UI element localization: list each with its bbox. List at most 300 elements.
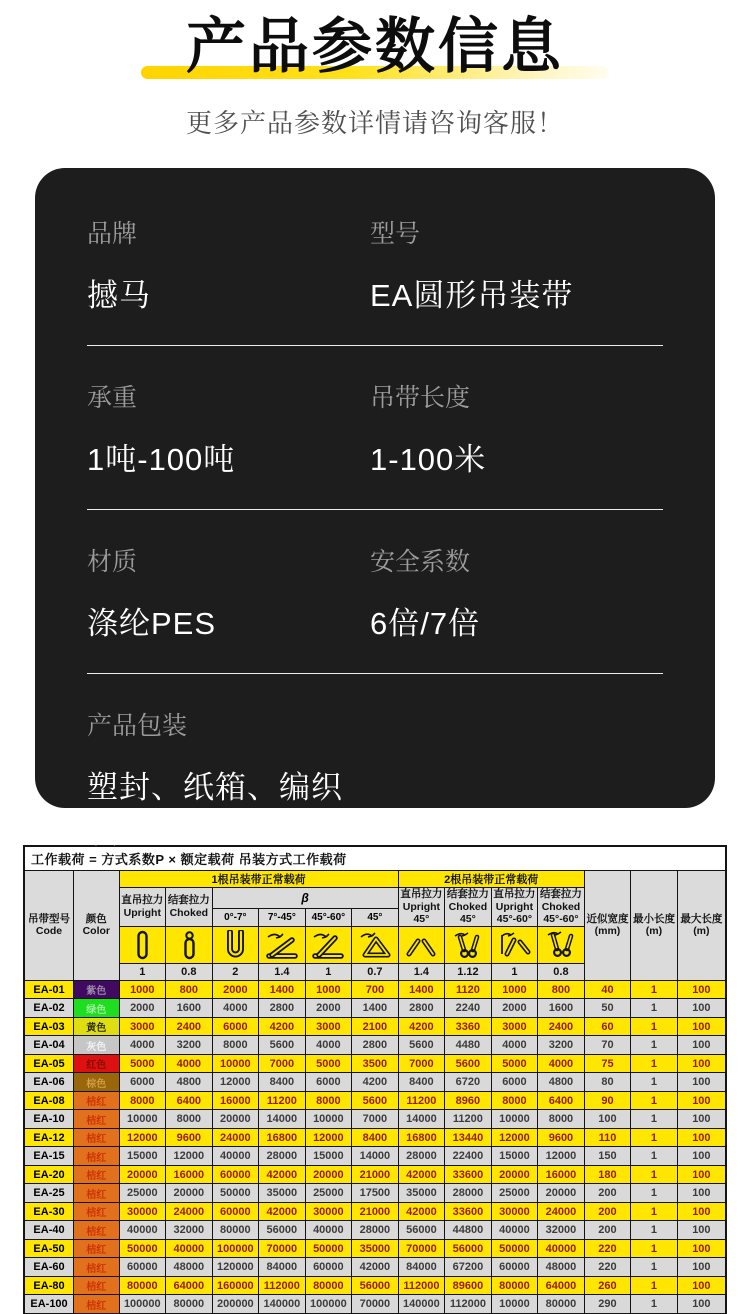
field-packaging: [87, 706, 370, 852]
load-value-cell: 6000: [491, 1073, 538, 1092]
load-value-cell: 8000: [119, 1091, 166, 1110]
two-leg-choked-45-icon: [445, 926, 492, 963]
load-value-cell: 8400: [398, 1073, 445, 1092]
width-value-cell: 200: [584, 1221, 631, 1240]
hdr-line: 直吊拉力: [400, 888, 443, 900]
factor-value: 0.8: [538, 963, 585, 980]
load-value-cell: 4000: [538, 1054, 585, 1073]
load-value-cell: 14000: [398, 1110, 445, 1129]
color-swatch: 紫色: [74, 980, 120, 999]
max-length-cell: 100: [677, 1202, 726, 1221]
code-cell: EA-08: [24, 1091, 74, 1110]
load-value-cell: 10000: [491, 1110, 538, 1129]
load-value-cell: 10000: [212, 1054, 259, 1073]
load-value-cell: 60000: [119, 1258, 166, 1277]
color-swatch: 桔红: [74, 1239, 120, 1258]
header-choked-45-60: [538, 888, 585, 927]
load-value-cell: 200000: [212, 1295, 259, 1314]
load-value-cell: 20000: [212, 1110, 259, 1129]
load-value-cell: 6400: [538, 1091, 585, 1110]
load-value-cell: 64000: [166, 1276, 213, 1295]
load-value-cell: 40000: [119, 1221, 166, 1240]
load-value-cell: 35000: [259, 1184, 306, 1203]
load-value-cell: 25000: [119, 1184, 166, 1203]
table-row: [24, 1110, 726, 1129]
load-value-cell: 30000: [305, 1202, 352, 1221]
field-model: [370, 214, 663, 315]
header-color: 颜色 Color: [74, 871, 120, 981]
max-length-cell: 100: [677, 1221, 726, 1240]
min-length-cell: 1: [631, 1165, 678, 1184]
load-value-cell: 56000: [398, 1221, 445, 1240]
load-value-cell: 8000: [166, 1110, 213, 1129]
load-value-cell: 4000: [119, 1036, 166, 1055]
header-min-length: [631, 871, 678, 981]
load-value-cell: 4200: [398, 1017, 445, 1036]
hero-section: [0, 0, 750, 140]
load-value-cell: 1400: [259, 980, 306, 999]
load-value-cell: 140000: [259, 1295, 306, 1314]
header-beta: β: [212, 888, 398, 909]
load-value-cell: 4000: [491, 1036, 538, 1055]
min-length-cell: 1: [631, 1258, 678, 1277]
width-value-cell: 200: [584, 1202, 631, 1221]
load-value-cell: 1400: [398, 980, 445, 999]
table-row: [24, 1184, 726, 1203]
max-length-cell: 100: [677, 1073, 726, 1092]
hdr-line: 45°-60°: [496, 913, 533, 926]
load-value-cell: 9600: [538, 1128, 585, 1147]
load-value-cell: 800: [538, 980, 585, 999]
load-value-cell: 15000: [305, 1147, 352, 1166]
field-material: [87, 542, 370, 643]
table-row: [24, 1073, 726, 1092]
code-cell: EA-15: [24, 1147, 74, 1166]
load-value-cell: 6720: [445, 1073, 492, 1092]
load-value-cell: 8000: [491, 1091, 538, 1110]
color-swatch: 棕色: [74, 1073, 120, 1092]
max-length-cell: 100: [677, 1295, 726, 1314]
load-value-cell: 80000: [538, 1295, 585, 1314]
load-value-cell: 112000: [445, 1295, 492, 1314]
load-value-cell: 25000: [491, 1184, 538, 1203]
load-value-cell: 50000: [305, 1239, 352, 1258]
table-row: [24, 1258, 726, 1277]
max-length-cell: 100: [677, 1017, 726, 1036]
load-value-cell: 80000: [305, 1276, 352, 1295]
load-value-cell: 1120: [445, 980, 492, 999]
load-value-cell: 40000: [166, 1239, 213, 1258]
color-swatch: 黄色: [74, 1017, 120, 1036]
load-value-cell: 40000: [305, 1221, 352, 1240]
load-value-cell: 2800: [398, 999, 445, 1018]
header-upright: [119, 888, 166, 927]
load-value-cell: 12000: [538, 1147, 585, 1166]
header-angle-0-7: 0°-7°: [212, 909, 259, 926]
code-cell: EA-03: [24, 1017, 74, 1036]
color-swatch: 桔红: [74, 1165, 120, 1184]
load-value-cell: 28000: [259, 1147, 306, 1166]
header-code-en: Code: [35, 925, 63, 938]
field-label: 产品包装: [87, 712, 188, 740]
two-leg-upright-45-60-icon: [491, 926, 538, 963]
header-code-zh: 吊带型号: [28, 912, 71, 925]
color-swatch: 桔红: [74, 1221, 120, 1240]
load-value-cell: 2400: [166, 1017, 213, 1036]
code-cell: EA-20: [24, 1165, 74, 1184]
width-value-cell: 290: [584, 1295, 631, 1314]
width-value-cell: 180: [584, 1165, 631, 1184]
load-value-cell: 16000: [212, 1091, 259, 1110]
table-row: [24, 1221, 726, 1240]
load-value-cell: 20000: [119, 1165, 166, 1184]
load-value-cell: 112000: [259, 1276, 306, 1295]
color-swatch: 桔红: [74, 1128, 120, 1147]
sling-choked-icon: [166, 926, 213, 963]
load-value-cell: 2000: [212, 980, 259, 999]
load-value-cell: 42000: [259, 1165, 306, 1184]
load-value-cell: 50000: [491, 1239, 538, 1258]
color-swatch: 桔红: [74, 1091, 120, 1110]
load-value-cell: 4200: [259, 1017, 306, 1036]
max-length-cell: 100: [677, 1036, 726, 1055]
load-value-cell: 2400: [538, 1017, 585, 1036]
load-value-cell: 12000: [119, 1128, 166, 1147]
load-value-cell: 21000: [352, 1165, 399, 1184]
load-value-cell: 5600: [398, 1036, 445, 1055]
color-swatch: 桔红: [74, 1295, 120, 1314]
load-value-cell: 5600: [445, 1054, 492, 1073]
load-value-cell: 800: [166, 980, 213, 999]
code-cell: EA-05: [24, 1054, 74, 1073]
factor-value: 0.8: [166, 963, 213, 980]
load-value-cell: 3000: [305, 1017, 352, 1036]
header-approx-width: [584, 871, 631, 981]
header-upright-zh: 直吊拉力: [121, 894, 164, 907]
max-length-cell: 100: [677, 1128, 726, 1147]
min-length-cell: 1: [631, 1184, 678, 1203]
load-value-cell: 4800: [538, 1073, 585, 1092]
header-group-single-leg: 1根吊装带正常载荷: [119, 871, 398, 888]
load-value-cell: 5600: [259, 1036, 306, 1055]
load-value-cell: 11200: [398, 1091, 445, 1110]
min-length-cell: 1: [631, 980, 678, 999]
width-value-cell: 90: [584, 1091, 631, 1110]
table-row: [24, 1128, 726, 1147]
load-value-cell: 4800: [166, 1073, 213, 1092]
header-upright-en: Upright: [123, 906, 161, 919]
header-code: [24, 871, 74, 981]
load-value-cell: 4200: [352, 1073, 399, 1092]
load-value-cell: 60000: [212, 1165, 259, 1184]
load-value-cell: 42000: [259, 1202, 306, 1221]
width-value-cell: 150: [584, 1147, 631, 1166]
load-value-cell: 7000: [259, 1054, 306, 1073]
table-row: [24, 1239, 726, 1258]
header-upright-45: [398, 888, 445, 927]
header-group-double-leg: 2根吊装带正常载荷: [398, 871, 584, 888]
min-length-cell: 1: [631, 1295, 678, 1314]
load-value-cell: 30000: [491, 1202, 538, 1221]
field-label: 安全系数: [370, 548, 471, 576]
code-cell: EA-80: [24, 1276, 74, 1295]
sling-angle-7-45-icon: [259, 926, 306, 963]
table-row: [24, 999, 726, 1018]
code-cell: EA-12: [24, 1128, 74, 1147]
header-angle-45: 45°: [352, 909, 399, 926]
load-value-cell: 50000: [212, 1184, 259, 1203]
load-value-cell: 13440: [445, 1128, 492, 1147]
max-length-cell: 100: [677, 1147, 726, 1166]
load-value-cell: 5000: [305, 1054, 352, 1073]
card-row-brand-model: [87, 214, 663, 346]
load-value-cell: 11200: [445, 1110, 492, 1129]
min-length-cell: 1: [631, 1147, 678, 1166]
load-value-cell: 24000: [538, 1202, 585, 1221]
load-value-cell: 5000: [491, 1054, 538, 1073]
min-length-cell: 1: [631, 1128, 678, 1147]
load-value-cell: 2800: [352, 1036, 399, 1055]
factor-value: 0.7: [352, 963, 399, 980]
load-value-cell: 9600: [166, 1128, 213, 1147]
load-value-cell: 80000: [212, 1221, 259, 1240]
load-value-cell: 40000: [538, 1239, 585, 1258]
width-value-cell: 200: [584, 1184, 631, 1203]
page-subtitle: 更多产品参数详情请咨询客服！: [185, 108, 564, 138]
field-value: 1吨-100吨: [87, 442, 236, 477]
hdr-line: Choked: [541, 900, 581, 913]
sling-angle-45-icon: [352, 926, 399, 963]
header-choked-45: [445, 888, 492, 927]
load-value-cell: 6400: [166, 1091, 213, 1110]
load-value-cell: 20000: [305, 1165, 352, 1184]
load-value-cell: 56000: [259, 1221, 306, 1240]
card-row-load-length: [87, 378, 663, 510]
load-value-cell: 28000: [352, 1221, 399, 1240]
load-value-cell: 16800: [398, 1128, 445, 1147]
load-value-cell: 80000: [491, 1276, 538, 1295]
load-value-cell: 20000: [491, 1165, 538, 1184]
load-value-cell: 14000: [259, 1110, 306, 1129]
table-row: [24, 1202, 726, 1221]
min-length-cell: 1: [631, 1054, 678, 1073]
factor-value: 1.12: [445, 963, 492, 980]
field-sling-length: [370, 378, 663, 479]
field-value: 撼马: [87, 278, 151, 313]
code-cell: EA-02: [24, 999, 74, 1018]
hdr-line: 结套拉力: [446, 888, 489, 900]
load-value-cell: 56000: [445, 1239, 492, 1258]
hdr-line: 直吊拉力: [493, 888, 536, 900]
card-row-material-safety: [87, 542, 663, 674]
code-cell: EA-06: [24, 1073, 74, 1092]
hdr-line: Upright: [495, 900, 534, 913]
load-value-cell: 8000: [305, 1091, 352, 1110]
width-value-cell: 75: [584, 1054, 631, 1073]
load-value-cell: 2100: [352, 1017, 399, 1036]
load-value-cell: 89600: [445, 1276, 492, 1295]
width-value-cell: 220: [584, 1258, 631, 1277]
load-value-cell: 12000: [212, 1073, 259, 1092]
formula-row: [24, 846, 726, 871]
hdr-line: 结套拉力: [539, 888, 582, 900]
load-value-cell: 12000: [166, 1147, 213, 1166]
header-choked-zh: 结套拉力: [167, 894, 210, 907]
formula-text: 工作载荷 = 方式系数P × 额定载荷 吊装方式工作载荷: [24, 846, 726, 871]
load-value-cell: 2000: [491, 999, 538, 1018]
color-swatch: 灰色: [74, 1036, 120, 1055]
factor-value: 1: [305, 963, 352, 980]
load-value-cell: 10000: [491, 1295, 538, 1314]
load-value-cell: 3500: [352, 1054, 399, 1073]
load-value-cell: 2000: [119, 999, 166, 1018]
load-value-cell: 4000: [166, 1054, 213, 1073]
table-row: [24, 1054, 726, 1073]
field-label: 材质: [87, 548, 138, 576]
load-value-cell: 50000: [119, 1239, 166, 1258]
load-value-cell: 70000: [352, 1295, 399, 1314]
load-value-cell: 11200: [259, 1091, 306, 1110]
load-value-cell: 32000: [166, 1221, 213, 1240]
load-value-cell: 24000: [166, 1202, 213, 1221]
width-value-cell: 220: [584, 1239, 631, 1258]
color-swatch: 桔红: [74, 1184, 120, 1203]
load-value-cell: 22400: [445, 1147, 492, 1166]
code-cell: EA-10: [24, 1110, 74, 1129]
field-value: 涤纶PES: [87, 606, 217, 641]
load-value-cell: 700: [352, 980, 399, 999]
load-value-cell: 8960: [445, 1091, 492, 1110]
field-brand: [87, 214, 370, 315]
max-length-cell: 100: [677, 1054, 726, 1073]
load-value-cell: 70000: [398, 1239, 445, 1258]
load-value-cell: 5000: [119, 1054, 166, 1073]
max-length-cell: 100: [677, 1165, 726, 1184]
color-swatch: 桔红: [74, 1147, 120, 1166]
color-swatch: 绿色: [74, 999, 120, 1018]
load-value-cell: 1000: [119, 980, 166, 999]
width-value-cell: 110: [584, 1128, 631, 1147]
load-value-cell: 2240: [445, 999, 492, 1018]
two-leg-upright-45-icon: [398, 926, 445, 963]
load-value-cell: 56000: [352, 1276, 399, 1295]
load-value-cell: 70000: [259, 1239, 306, 1258]
load-value-cell: 15000: [491, 1147, 538, 1166]
load-value-cell: 6000: [119, 1073, 166, 1092]
load-value-cell: 35000: [398, 1184, 445, 1203]
field-value: 6倍/7倍: [370, 606, 481, 641]
code-cell: EA-40: [24, 1221, 74, 1240]
field-label: 吊带长度: [370, 384, 471, 412]
color-swatch: 桔红: [74, 1202, 120, 1221]
load-value-cell: 20000: [166, 1184, 213, 1203]
min-length-cell: 1: [631, 1110, 678, 1129]
table-row: [24, 980, 726, 999]
field-label: 承重: [87, 384, 138, 412]
load-value-cell: 44800: [445, 1221, 492, 1240]
table-row: [24, 1091, 726, 1110]
load-value-cell: 17500: [352, 1184, 399, 1203]
load-value-cell: 20000: [538, 1184, 585, 1203]
load-value-cell: 30000: [119, 1202, 166, 1221]
min-length-cell: 1: [631, 1221, 678, 1240]
load-value-cell: 160000: [212, 1276, 259, 1295]
color-swatch: 桔红: [74, 1258, 120, 1277]
load-value-cell: 48000: [538, 1258, 585, 1277]
hdr-line: 45°-60°: [543, 913, 579, 926]
load-value-cell: 25000: [305, 1184, 352, 1203]
group-header-row: [24, 871, 726, 888]
load-value-cell: 10000: [305, 1110, 352, 1129]
load-value-cell: 2800: [259, 999, 306, 1018]
sling-upright-icon: [119, 926, 166, 963]
load-value-cell: 60000: [212, 1202, 259, 1221]
load-value-cell: 28000: [445, 1184, 492, 1203]
load-value-cell: 60000: [491, 1258, 538, 1277]
load-value-cell: 28000: [398, 1147, 445, 1166]
load-value-cell: 4480: [445, 1036, 492, 1055]
load-value-cell: 4000: [212, 999, 259, 1018]
color-swatch: 红色: [74, 1054, 120, 1073]
load-value-cell: 42000: [352, 1258, 399, 1277]
code-cell: EA-60: [24, 1258, 74, 1277]
load-value-cell: 32000: [538, 1221, 585, 1240]
load-value-cell: 1400: [352, 999, 399, 1018]
header-maxlen-zh: 最大长度: [680, 912, 723, 925]
width-value-cell: 70: [584, 1036, 631, 1055]
min-length-cell: 1: [631, 1091, 678, 1110]
load-value-cell: 1000: [491, 980, 538, 999]
load-value-cell: 64000: [538, 1276, 585, 1295]
load-value-cell: 48000: [166, 1258, 213, 1277]
width-value-cell: 60: [584, 1017, 631, 1036]
field-value: 1-100米: [370, 442, 487, 477]
factor-value: 2: [212, 963, 259, 980]
load-value-cell: 33600: [445, 1165, 492, 1184]
width-value-cell: 40: [584, 980, 631, 999]
product-spec-card: [35, 168, 715, 850]
load-value-cell: 1600: [166, 999, 213, 1018]
load-value-cell: 3000: [491, 1017, 538, 1036]
min-length-cell: 1: [631, 1276, 678, 1295]
header-angle-45-60: 45°-60°: [305, 909, 352, 926]
load-value-cell: 8400: [352, 1128, 399, 1147]
width-value-cell: 100: [584, 1110, 631, 1129]
min-length-cell: 1: [631, 1239, 678, 1258]
sling-angle-45-60-icon: [305, 926, 352, 963]
code-cell: EA-30: [24, 1202, 74, 1221]
load-value-cell: 120000: [212, 1258, 259, 1277]
load-value-cell: 4000: [305, 1036, 352, 1055]
load-value-cell: 84000: [398, 1258, 445, 1277]
header-minlen-unit: (m): [645, 925, 663, 938]
factor-value: 1: [491, 963, 538, 980]
code-cell: EA-100: [24, 1295, 74, 1314]
table-row: [24, 1295, 726, 1314]
load-value-cell: 40000: [212, 1147, 259, 1166]
load-value-cell: 1000: [305, 980, 352, 999]
min-length-cell: 1: [631, 999, 678, 1018]
load-value-cell: 2000: [305, 999, 352, 1018]
max-length-cell: 100: [677, 980, 726, 999]
table-row: [24, 1036, 726, 1055]
load-value-cell: 100000: [305, 1295, 352, 1314]
load-value-cell: 21000: [352, 1202, 399, 1221]
load-value-cell: 15000: [119, 1147, 166, 1166]
factor-value: 1.4: [398, 963, 445, 980]
table-row: [24, 1276, 726, 1295]
field-safety-factor: [370, 542, 663, 643]
